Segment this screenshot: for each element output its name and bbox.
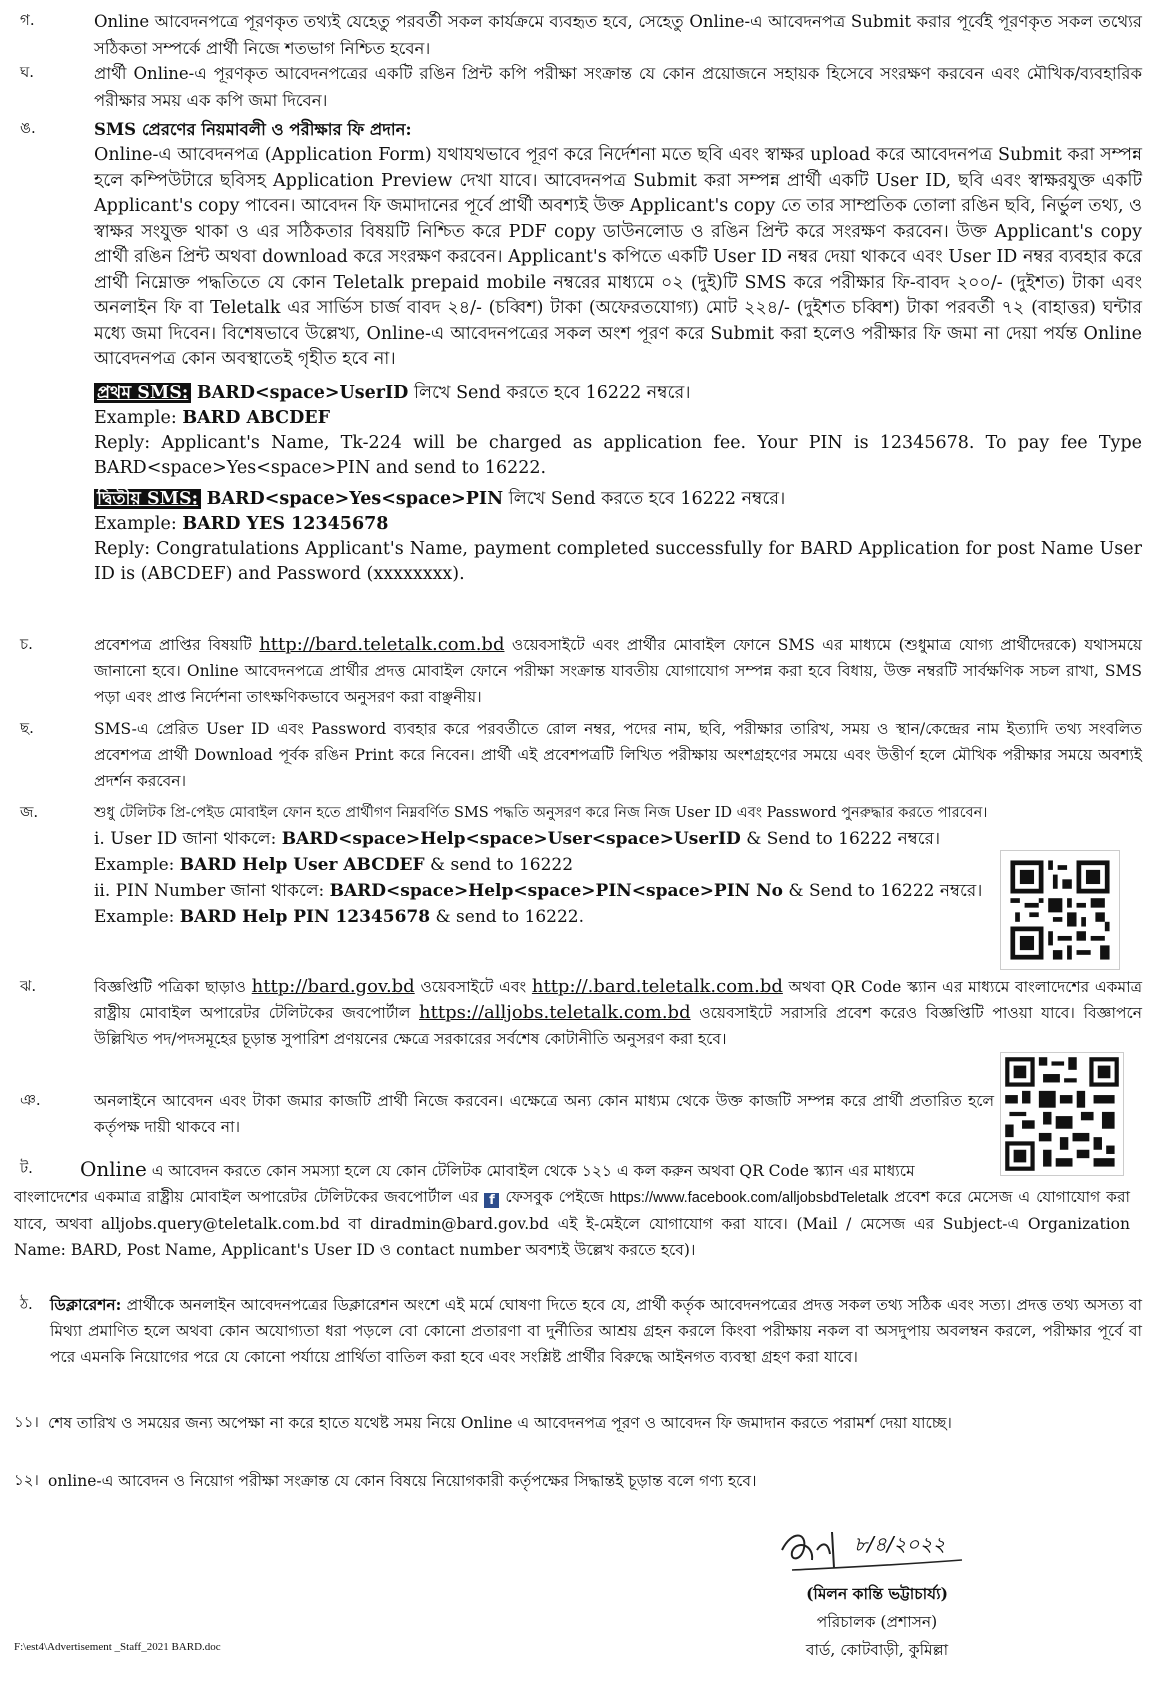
- item-ta-cont: [14, 1184, 1130, 1263]
- item-marker: ঠ.: [20, 1295, 33, 1313]
- teletalk-link[interactable]: http://.bard.teletalk.com.bd: [531, 976, 783, 997]
- example-send: & send to 16222: [429, 855, 574, 875]
- example-code: BARD Help PIN 12345678: [179, 907, 431, 927]
- text-line: বাংলাদেশের একমাত্র রাষ্ট্রীয় মোবাইল অপারেটর টেলিটকের জবপোর্টাল এর: [14, 1188, 479, 1206]
- text-line: এ আবেদন করতে কোন সমস্যা হলে যে কোন টেলিটক মোবাইল থেকে ১২১ এ কল করুন অথবা QR Code স্ক্যান এর মাধ্যমে: [151, 1162, 915, 1180]
- text-pre: প্রবেশপত্র প্রাপ্তির বিষয়টি: [94, 636, 252, 654]
- sms2-line: [94, 487, 1142, 512]
- help-text: [14, 1184, 1130, 1263]
- recovery-pin: [94, 878, 994, 904]
- declaration-heading: ডিক্লারেশন:: [50, 1295, 122, 1314]
- recovery-send: & Send to 16222 নম্বরে।: [788, 881, 983, 901]
- teletalk-link[interactable]: http://bard.teletalk.com.bd: [259, 634, 505, 655]
- sms1-tag: প্রথম SMS:: [94, 383, 191, 403]
- recovery-label: ii. PIN Number জানা থাকলে:: [94, 881, 325, 901]
- sms1-line: [94, 381, 1142, 406]
- signer-office: বার্ড, কোটবাড়ী, কুমিল্লা: [805, 1641, 949, 1659]
- item-text: শুধু টেলিটক প্রি-পেইড মোবাইল ফোন হতে প্রার্থীগণ নিম্নবর্ণিত SMS পদ্ধতি অনুসরণ করে নিজ নিজ User ID এবং Password পুনরুদ্ধার করতে পারবেন।: [94, 805, 988, 821]
- section-heading: SMS প্রেরণের নিয়মাবলী ও পরীক্ষার ফি প্রদান:: [94, 120, 412, 139]
- signer-designation: পরিচালক (প্রশাসন): [816, 1613, 938, 1631]
- item-text: online-এ আবেদন ও নিয়োগ পরীক্ষা সংক্রান্ত যে কোন বিষয়ে নিয়োগকারী কর্তৃপক্ষের সিদ্ধান্তই চূড়ান্ত বলে গণ্য হবে।: [48, 1472, 757, 1490]
- item-marker: ১২।: [14, 1471, 39, 1489]
- item-11: [14, 1410, 1130, 1436]
- signature-date: ৮/৪/২০২২: [854, 1532, 946, 1556]
- help-line-1: [80, 1156, 1080, 1184]
- item-text: Online আবেদনপত্রে পূরণকৃত তথ্যই যেহেতু পরবর্তী সকল কার্যক্রমে ব্যবহৃত হবে, সেহেতু Online-এ আবেদনপত্র Submit করার পূর্বেই পূরণকৃত সকল তথ্যের সঠিকতা সম্পর্কে প্রার্থী নিজে শতভাগ নিশ্চিত হবেন।: [94, 12, 1142, 58]
- file-path-footer: F:\est4\Advertisement _Staff_2021 BARD.doc: [14, 1641, 221, 1653]
- recovery-userid: [94, 826, 994, 852]
- sms1-example: [94, 406, 1142, 431]
- item-uo: [20, 116, 1142, 587]
- item-marker: জ.: [20, 803, 39, 821]
- recovery-userid-example: [94, 852, 994, 878]
- text-post: ওয়েবসাইটে সরাসরি প্রবেশ করেও বিজ্ঞপ্তিটি পাওয়া যাবে। বিজ্ঞাপনে উল্লিখিত পদ/পদসমূহের চূড়ান্ত সুপারিশ প্রণয়নের ক্ষেত্রে সরকারের সর্বশেষ কোটানীতি অনুসরণ করা হবে।: [94, 1004, 1142, 1048]
- qr-code-1-graphic: [1001, 851, 1119, 969]
- bard-gov-link[interactable]: http://bard.gov.bd: [251, 976, 415, 997]
- item-nya: [20, 1088, 1130, 1140]
- item-marker: ট.: [20, 1159, 33, 1177]
- example-label: Example:: [94, 407, 177, 428]
- signer-name: (মিলন কান্তি ভট্টাচার্য্য): [806, 1584, 948, 1603]
- handwritten-signature: [762, 1520, 992, 1580]
- item-text: শেষ তারিখ ও সময়ের জন্য অপেক্ষা না করে হাতে যথেষ্ট সময় নিয়ে Online এ আবেদনপত্র পূরণ ও আবেদন ফি জমাদান করতে পরামর্শ দেয়া যাচ্ছে।: [48, 1414, 952, 1432]
- item-marker: ঙ.: [20, 119, 36, 137]
- sms1-reply: Reply: Applicant's Name, Tk-224 will be charged as application fee. Your PIN is 12345678. To pay fee Type BARD<space>Yes<space>PIN and send to 16222.: [94, 432, 1142, 478]
- sms1-code: BARD<space>UserID: [196, 382, 409, 403]
- example-code: BARD Help User ABCDEF: [179, 855, 425, 875]
- sms2-reply: Reply: Congratulations Applicant's Name, payment completed successfully for BARD Application for post Name User ID is (ABCDEF) and Password (xxxxxxxx).: [94, 538, 1142, 584]
- recovery-pin-example: [94, 904, 994, 930]
- sms2-example: [94, 512, 1142, 537]
- sms1-send: লিখে Send করতে হবে 16222 নম্বরে।: [413, 382, 691, 403]
- item-marker: ছ.: [20, 719, 34, 737]
- recovery-label: i. User ID জানা থাকলে:: [94, 829, 277, 849]
- text-line: এ যোগাযোগ করা যাবে, অথবা alljobs.query@teletalk.com.bd বা diradmin@bard.gov.bd এই ই-মেইলে যোগাযোগ করা যাবে। (Mail / মেসেজ এর Subject-এ Organization Name: BARD, Post Name, Applicant's User ID ও contact number অবশ্যই উল্লেখ করতে হবে)।: [14, 1188, 1131, 1259]
- item-marker: ঝ.: [20, 977, 37, 995]
- item-gha: [20, 60, 1142, 114]
- sms2-tag: দ্বিতীয় SMS:: [94, 489, 201, 509]
- recovery-code: BARD<space>Help<space>User<space>UserID: [281, 829, 741, 849]
- item-ta: [20, 1156, 1130, 1184]
- item-tha: [20, 1292, 1142, 1370]
- example-label: Example:: [94, 855, 175, 875]
- online-word: Online: [80, 1157, 147, 1181]
- example-code: BARD ABCDEF: [182, 407, 331, 428]
- item-marker: ঞ.: [20, 1091, 41, 1109]
- example-code: BARD YES 12345678: [182, 513, 389, 534]
- item-marker: চ.: [20, 635, 33, 653]
- qr-code-icon[interactable]: [1000, 850, 1120, 970]
- sms2-code: BARD<space>Yes<space>PIN: [206, 488, 504, 509]
- item-text: প্রার্থী Online-এ পূরণকৃত আবেদনপত্রের একটি রঙিন প্রিন্ট কপি পরীক্ষা সংক্রান্ত যে কোন প্রয়োজনে সহায়ক হিসেবে সংরক্ষণ করবেন এবং মৌখিক/ব্যবহারিক পরীক্ষার সময় এক কপি জমা দিবেন।: [94, 64, 1142, 110]
- recovery-code: BARD<space>Help<space>PIN<space>PIN No: [329, 881, 784, 901]
- text-mid: অথবা QR Code স্ক্যান এর মাধ্যমে বাংলাদেশের একমাত্র রাষ্ট্রীয় মোবাইল অপারেটর টেলিটকের জবপোর্টাল: [94, 978, 1143, 1022]
- item-text: অনলাইনে আবেদন এবং টাকা জমার কাজটি প্রার্থী নিজে করবেন। এক্ষেত্রে অন্য কোন মাধ্যম থেকে উক্ত কাজটি সম্পন্ন করে প্রার্থী প্রতারিত হলে কর্তৃপক্ষ দায়ী থাকবে না।: [94, 1092, 994, 1136]
- item-text: [94, 632, 1142, 710]
- item-text: [50, 1292, 1142, 1370]
- text-line: প্রবেশ করে মেসেজ: [894, 1188, 1013, 1206]
- item-chha: [20, 716, 1142, 794]
- item-marker: ঘ.: [20, 63, 35, 81]
- example-label: Example:: [94, 513, 177, 534]
- item-text: Online-এ আবেদনপত্র (Application Form) যথাযথভাবে পূরণ করে নির্দেশনা মতে ছবি এবং স্বাক্ষর upload করে আবেদনপত্র Submit করা সম্পন্ন হলে কম্পিউটারে ছবিসহ Application Preview দেখা যাবে। আবেদনপত্র Submit করা সম্পন্ন প্রার্থী একটি User ID, ছবি এবং স্বাক্ষরযুক্ত একটি Applicant's copy পাবেন। আবেদন ফি জমাদানের পূর্বে প্রার্থী অবশ্যই উক্ত Applicant's copy তে তার সাম্প্রতিক তোলা রঙিন ছবি, নির্ভুল তথ্য, ও স্বাক্ষর সংযুক্ত থাকা ও এর সঠিকতার বিষয়টি নিশ্চিত করে PDF copy ডাউনলোড ও রঙিন প্রিন্ট করে সংরক্ষণ করবেন। উক্ত Applicant's copy প্রার্থী রঙিন প্রিন্ট অথবা download করে সংরক্ষণ করবেন। Applicant's কপিতে একটি User ID নম্বর দেয়া থাকবে এবং User ID নম্বর ব্যবহার করে প্রার্থী নিম্নোক্ত পদ্ধতিতে যে কোন Teletalk prepaid mobile নম্বরের মাধ্যমে ০২ (দুই)টি SMS করে পরীক্ষার ফি-বাবদ ২০০/- (দুইশত) টাকা এবং অনলাইন ফি বা Teletalk এর সার্ভিস চার্জ বাবদ ২৪/- (চব্বিশ) টাকা (অফেরতযোগ্য) মোট ২২৪/- (দুইশত চব্বিশ) টাকা পরবর্তী ৭২ (বাহাত্তর) ঘন্টার মধ্যে জমা দিবেন। বিশেষভাবে উল্লেখ্য, Online-এ আবেদনপত্রের সকল অংশ পূরণ করে Submit করা হলেও পরীক্ষার ফি জমা না দেয়া পর্যন্ত Online আবেদনপত্র কোন অবস্থাতেই গৃহীত হবে না।: [94, 145, 1142, 369]
- text-mid: ওয়েবসাইটে এবং: [420, 978, 527, 996]
- declaration-text: প্রার্থীকে অনলাইন আবেদনপত্রের ডিক্লারেশন অংশে এই মর্মে ঘোষণা দিতে হবে যে, প্রার্থী কর্তৃক আবেদনপত্রের প্রদত্ত সকল তথ্য সঠিক এবং সত্য। প্রদত্ত তথ্য অসত্য বা মিথ্যা প্রমাণিত হলে অথবা কোন অযোগ্যতা ধরা পড়লে বো কোনো প্রতারণা বা দুর্নীতির আশ্রয় গ্রহন করলে কিংবা পরীক্ষায় নকল বা অসদুপায় অবলম্বন করলে, পরীক্ষার পূর্বে বা পরে এমনকি নিয়োগের পরে যে কোনো পর্যায়ে প্রার্থিতা বাতিল করা হবে এবং সংশ্লিষ্ট প্রার্থীর বিরুদ্ধে আইনগত ব্যবস্থা গ্রহণ করা যাবে।: [50, 1296, 1142, 1366]
- item-ga: [20, 8, 1142, 62]
- example-label: Example:: [94, 907, 175, 927]
- item-12: [14, 1468, 1130, 1494]
- facebook-label: ফেসবুক পেইজে: [505, 1188, 604, 1206]
- item-ja: [20, 800, 1130, 930]
- sms2-send: লিখে Send করতে হবে 16222 নম্বরে।: [508, 488, 786, 509]
- item-marker: ১১।: [14, 1413, 39, 1431]
- recovery-send: & Send to 16222 নম্বরে।: [746, 829, 941, 849]
- item-marker: গ.: [20, 11, 35, 29]
- item-jha: [20, 974, 1143, 1052]
- item-text: [94, 974, 1142, 1052]
- item-text: SMS-এ প্রেরিত User ID এবং Password ব্যবহার করে পরবর্তীতে রোল নম্বর, পদের নাম, ছবি, পরীক্ষার তারিখ, সময় ও স্থান/কেন্দ্রের নাম ইত্যাদি তথ্য সংবলিত প্রবেশপত্র প্রার্থী Download পূর্বক রঙিন Print করে নিবেন। প্রার্থী এই প্রবেশপত্রটি লিখিত পরীক্ষায় অংশগ্রহণের সময়ে এবং উত্তীর্ণ হলে মৌখিক পরীক্ষার সময়ে অবশ্যই প্রদর্শন করবেন।: [94, 720, 1142, 790]
- example-send: & send to 16222.: [435, 907, 585, 927]
- alljobs-link[interactable]: https://alljobs.teletalk.com.bd: [419, 1002, 691, 1023]
- text-post: ওয়েবসাইটে এবং প্রার্থীর মোবাইল ফোনে SMS এর মাধ্যমে (শুধুমাত্র যোগ্য প্রার্থীদেরকে) যথাসময়ে জানানো হবে। Online আবেদনপত্রে প্রার্থীর প্রদত্ত মোবাইল ফোনে পরীক্ষা সংক্রান্ত যাবতীয় যোগাযোগ সম্পন্ন করা হবে বিধায়, উক্ত নম্বরটি সার্বক্ষণিক সচল রাখা, SMS পড়া এবং প্রাপ্ত নির্দেশনা তাৎক্ষণিকভাবে অনুসরণ করা বাঞ্ছনীয়।: [94, 636, 1142, 706]
- item-cha: [20, 632, 1142, 710]
- signature-block: [762, 1520, 992, 1664]
- text-pre: বিজ্ঞপ্তিটি পত্রিকা ছাড়াও: [94, 978, 246, 996]
- facebook-icon: f: [484, 1193, 499, 1208]
- facebook-url[interactable]: https://www.facebook.com/alljobsbdTeletalk: [609, 1190, 889, 1206]
